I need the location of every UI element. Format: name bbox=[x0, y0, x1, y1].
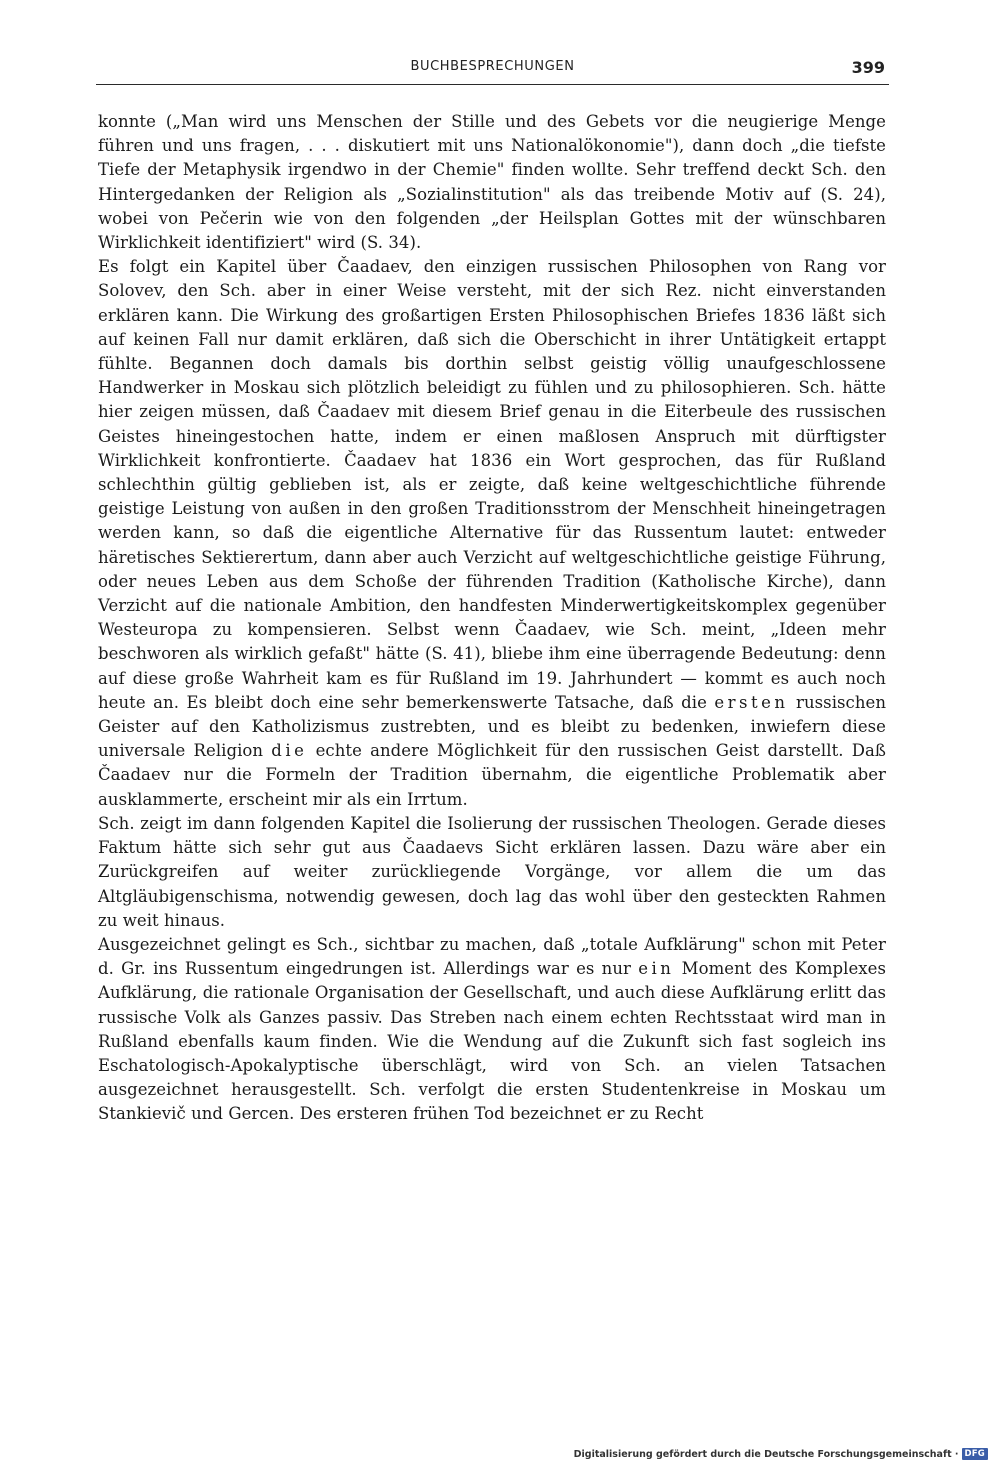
dfg-logo: DFG bbox=[962, 1448, 988, 1460]
paragraph-text: russischen Geister auf den Katholizismus zustrebten, und es bleibt zu bedenken, inwiefern diese universale Religion bbox=[98, 692, 886, 761]
digitization-credit bbox=[574, 1448, 988, 1460]
paragraph bbox=[98, 110, 886, 255]
paragraph-text: echte andere Möglichkeit für den russischen Geist darstellt. Daß Čaadaev nur die Formeln der Tradition übernahm, die eigentliche Problematik aber ausklammerte, erscheint mir als ein Irrtum. bbox=[98, 741, 886, 809]
body-text bbox=[98, 110, 886, 1127]
paragraph-text: Ausgezeichnet gelingt es Sch., sichtbar zu machen, daß „totale Aufklärung" schon mit Peter d. Gr. ins Russentum eingedrungen ist. Allerdings war es nur bbox=[98, 934, 886, 979]
paragraph-text: Moment des Komplexes Aufklärung, die rationale Organisation der Gesellschaft, und auch diese Aufklärung erlitt das russische Volk als Ganzes passiv. Das Streben nach einem echten Rechtsstaat wird man in Rußland ebenfalls kaum finden. Wie die Wendung auf die Zukunft sich fast sogleich ins Eschatologisch-Apokalyptische überschlägt, wird von Sch. an vielen Tatsachen ausgezeichnet herausgestellt. Sch. verfolgt die ersten Studentenkreise in Moskau um Stankievič und Gercen. Des ersteren frühen Tod bezeichnet er zu Recht bbox=[98, 959, 886, 1124]
emphasized-spaced-text: ersten bbox=[714, 692, 789, 712]
emphasized-spaced-text: ein bbox=[638, 959, 675, 979]
paragraph-text: Sch. zeigt im dann folgenden Kapitel die Isolierung der russischen Theologen. Gerade dieses Faktum hätte sich sehr gut aus Čaadaevs Sicht erklären lassen. Dazu wäre aber ein Zurückgreifen auf weiter zurückliegende Vorgänge, vor allem die um das Altgläubigenschisma, notwendig gewesen, doch lag das wohl über den gesteckten Rahmen zu weit hinaus. bbox=[98, 813, 886, 930]
paragraph bbox=[98, 255, 886, 812]
running-title: BUCHBESPRECHUNGEN bbox=[410, 59, 575, 74]
paragraph-text: Es folgt ein Kapitel über Čaadaev, den einzigen russischen Philosophen von Rang vor Solovev, den Sch. aber in einer Weise versteht, mit der sich Rez. nicht einverstanden erklären kann. Die Wirkung des großartigen Ersten Philosophischen Briefes 1836 läßt sich auf keinen Fall nur damit erklären, daß sich die Oberschicht in ihrer Untätigkeit ertappt fühlte. Begannen doch damals bis dorthin selbst geistig völlig unaufgeschlossene Handwerker in Moskau sich plötzlich beleidigt zu fühlen und zu philosophieren. Sch. hätte hier zeigen müssen, daß Čaadaev mit diesem Brief genau in die Eiterbeule des russischen Geistes hineingestochen hatte, indem er einen maßlosen Anspruch mit dürftigster Wirklichkeit konfrontierte. Čaadaev hat 1836 ein Wort gesprochen, das für Rußland schlechthin gültig geblieben ist, als er zeigte, daß keine weltgeschichtliche führende geistige Leistung von außen in den großen Traditionsstrom der Menschheit hineingetragen werden kann, so daß die eigentliche Alternative für das Russentum lautet: entweder häretisches Sektierertum, dann aber auch Verzicht auf weltgeschichtliche geistige Führung, oder neues Leben aus dem Schoße der führenden Tradition (Katholische Kirche), dann Verzicht auf die nationale Ambition, den handfesten Minderwertigkeitskomplex gegenüber Westeuropa zu kompensieren. Selbst wenn Čaadaev, wie Sch. meint, „Ideen mehr beschworen als wirklich gefaßt" hätte (S. 41), bliebe ihm eine überragende Bedeutung: denn auf diese große Wahrheit kam es für Rußland im 19. Jahrhundert — kommt es auch noch heute an. Es bleibt doch eine sehr bemerkenswerte Tatsache, daß die bbox=[98, 257, 886, 712]
paragraph bbox=[98, 933, 886, 1127]
paragraph-text: konnte („Man wird uns Menschen der Stille und des Gebets vor die neugierige Menge führen und uns fragen, . . . diskutiert mit uns Nationalökonomie"), dann doch „die tiefste Tiefe der Metaphysik irgendwo in der Chemie" finden wollte. Sehr treffend deckt Sch. den Hintergedanken der Religion als „Sozialinstitution" als das treibende Motiv auf (S. 24), wobei von Pečerin wie von den folgenden „der Heilsplan Gottes mit der wünschbaren Wirklichkeit identifiziert" wird (S. 34). bbox=[98, 112, 886, 253]
paragraph bbox=[98, 812, 886, 933]
credit-text: Digitalisierung gefördert durch die Deutsche Forschungsgemeinschaft · bbox=[573, 1448, 959, 1460]
running-head bbox=[96, 56, 889, 85]
emphasized-spaced-text: die bbox=[271, 741, 308, 761]
page-number: 399 bbox=[851, 58, 885, 77]
